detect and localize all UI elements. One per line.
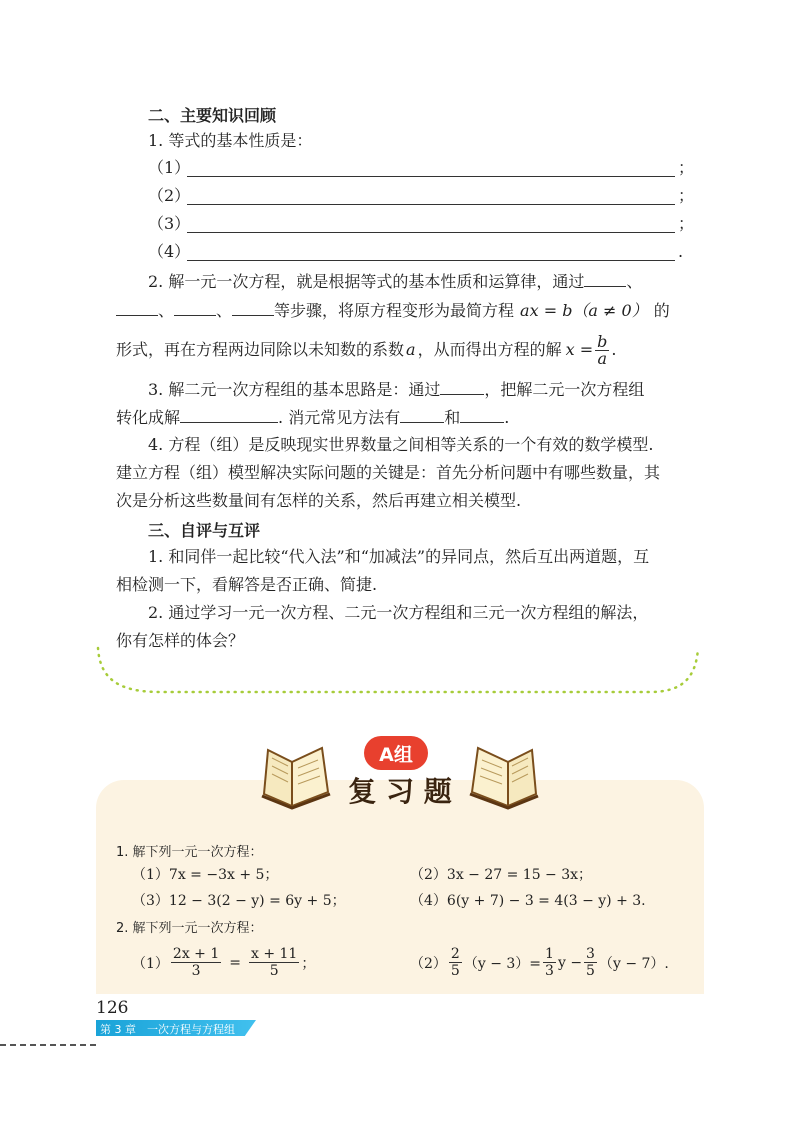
answer-blank — [174, 301, 216, 316]
exercise-1-item-2: （2）3x − 27 = 15 − 3x； — [410, 867, 593, 883]
q4-line-1: 4. 方程（组）是反映现实世界数量之间相等关系的一个有效的数学模型. — [148, 435, 654, 454]
q4-line-3: 次是分析这些数量间有怎样的关系，然后再建立相关模型. — [116, 491, 522, 510]
fraction — [449, 946, 462, 979]
q2-line-1 — [148, 272, 642, 292]
exercise-1-title: 1. 解下列一元一次方程： — [116, 845, 263, 860]
fraction-numerator: 2 — [450, 946, 460, 962]
section-heading-self-evaluation: 三、自评与互评 — [148, 521, 261, 540]
chapter-label: 第 3 章 一次方程与方程组 — [100, 1023, 235, 1036]
period: . — [611, 340, 617, 359]
fraction — [543, 946, 556, 979]
q2-text: ，从而得出方程的解 — [417, 340, 562, 359]
footer-dashed-rule — [0, 1044, 96, 1046]
separator: 、 — [626, 272, 643, 291]
q1-item-end: ； — [678, 214, 695, 233]
q1-item-label: （1） — [148, 158, 191, 177]
answer-blank — [440, 380, 484, 395]
exercise-2-title: 2. 解下列一元一次方程： — [116, 921, 263, 936]
fraction-numerator: x + 11 — [251, 946, 298, 962]
fraction-numerator: b — [597, 332, 608, 351]
fraction-denominator: 3 — [545, 963, 554, 979]
fraction-denominator: 5 — [269, 963, 279, 979]
answer-blank — [232, 301, 274, 316]
fraction — [584, 946, 597, 979]
open-book-icon — [258, 740, 334, 810]
fraction-denominator: 3 — [191, 963, 201, 979]
fraction — [249, 946, 299, 979]
s3-q1-line-2: 相检测一下，看解答是否正确、简捷. — [116, 575, 378, 594]
q1-item-label: （2） — [148, 186, 191, 205]
q3-text: 转化成解 — [116, 408, 181, 427]
answer-blank — [400, 408, 444, 423]
expression-text: y − — [557, 954, 583, 971]
group-badge: A组 — [364, 736, 428, 770]
section-heading-review-knowledge: 二、主要知识回顾 — [148, 106, 277, 125]
period: . — [504, 408, 510, 427]
solution-fraction — [595, 334, 609, 367]
answer-line — [187, 232, 675, 233]
q2-line-3 — [116, 330, 616, 370]
item-label: （2） — [410, 955, 447, 972]
exercise-2-item-2 — [410, 946, 669, 979]
q2-line-2 — [116, 301, 670, 321]
coefficient-var: a — [406, 340, 416, 359]
q2-text: 形式，再在方程两边同除以未知数的系数 — [116, 340, 405, 359]
separator: 、 — [158, 301, 175, 320]
fraction-denominator: 5 — [586, 963, 595, 979]
fraction-numerator: 3 — [586, 946, 595, 962]
q2-text: 的 — [653, 301, 670, 320]
solution-var: x = — [565, 340, 594, 359]
fraction-numerator: 1 — [545, 946, 554, 962]
q1-item-end: ； — [678, 186, 695, 205]
fraction-numerator: 2x + 1 — [172, 946, 220, 962]
exercise-1-item-1: （1）7x = −3x + 5； — [132, 867, 279, 883]
expression-text: （y − 7）. — [598, 955, 669, 972]
separator: 、 — [216, 301, 233, 320]
expression-text: （y − 3）= — [463, 955, 542, 972]
answer-blank — [584, 272, 626, 287]
exercise-2-item-1 — [132, 946, 315, 979]
q1-item-end: ； — [678, 158, 695, 177]
s3-q2-line-1: 2. 通过学习一元一次方程、二元一次方程组和三元一次方程组的解法， — [148, 603, 649, 622]
q3-text: . 消元常见方法有 — [278, 408, 401, 427]
q2-text: 等步骤，将原方程变形为最简方程 — [274, 301, 515, 320]
q3-text: ，把解二元一次方程组 — [484, 380, 645, 399]
q1-item-label: （4） — [148, 242, 191, 261]
q3-text: 和 — [444, 408, 461, 427]
q3-line-1 — [148, 380, 644, 400]
exercise-1-item-4: （4）6(y + 7) − 3 = 4(3 − y) + 3. — [410, 893, 646, 909]
exercise-1-item-3: （3）12 − 3(2 − y) = 6y + 5； — [132, 893, 346, 909]
answer-line — [187, 260, 675, 261]
simplest-equation: ax = b（a ≠ 0） — [520, 301, 648, 320]
s3-q2-line-2: 你有怎样的体会？ — [116, 631, 245, 650]
q1-text: 1. 等式的基本性质是： — [148, 131, 313, 150]
answer-line — [187, 204, 675, 205]
item-label: （1） — [132, 955, 169, 972]
answer-blank — [460, 408, 504, 423]
dotted-divider — [90, 640, 710, 700]
page-number: 126 — [96, 998, 129, 1018]
answer-blank — [180, 408, 278, 423]
q3-text: 3. 解二元一次方程组的基本思路是：通过 — [148, 380, 441, 399]
q1-item-end: . — [678, 242, 684, 261]
q4-line-2: 建立方程（组）模型解决实际问题的关键是：首先分析问题中有哪些数量，其 — [116, 463, 661, 482]
fraction-denominator: a — [597, 349, 607, 368]
answer-blank — [116, 301, 158, 316]
q1-item-label: （3） — [148, 214, 191, 233]
semicolon: ； — [301, 955, 316, 972]
q3-line-2 — [116, 408, 509, 428]
open-book-icon — [466, 740, 542, 810]
answer-line — [187, 176, 675, 177]
fraction-denominator: 5 — [450, 963, 460, 979]
s3-q1-line-1: 1. 和同伴一起比较“代入法”和“加减法”的异同点，然后互出两道题，互 — [148, 547, 650, 566]
equals-sign: = — [229, 954, 241, 971]
q2-text: 2. 解一元一次方程，就是根据等式的基本性质和运算律，通过 — [148, 272, 585, 291]
review-title: 复 习 题 — [348, 775, 452, 808]
fraction — [171, 946, 221, 979]
